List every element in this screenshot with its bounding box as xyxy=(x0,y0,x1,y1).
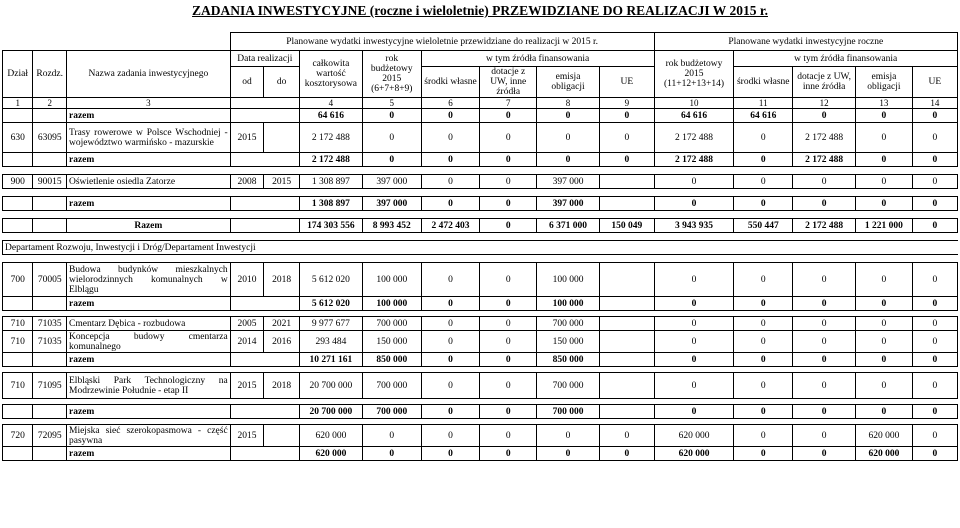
table-cell: 710 xyxy=(3,317,33,331)
table-cell: 0 xyxy=(856,353,913,367)
table-cell: 0 xyxy=(421,175,480,189)
table-cell: 90015 xyxy=(33,175,67,189)
table-cell: 12 xyxy=(793,98,856,109)
table-cell xyxy=(600,405,655,419)
table-cell: 0 xyxy=(537,153,600,167)
col-nazwa: Nazwa zadania inwestycyjnego xyxy=(67,51,231,98)
table-cell: 630 xyxy=(3,123,33,153)
col-rok-budzetowy: rok budżetowy 2015 (6+7+8+9) xyxy=(362,51,421,98)
table-cell: 10 271 161 xyxy=(299,353,362,367)
table-row xyxy=(3,109,958,123)
col-dotacje: dotacje z UW, inne źródła xyxy=(480,67,537,98)
table-cell: 0 xyxy=(480,109,537,123)
table-cell: 397 000 xyxy=(537,175,600,189)
table-cell: 0 xyxy=(654,297,734,311)
table-cell: 2 172 488 xyxy=(793,153,856,167)
table-cell: 64 616 xyxy=(654,109,734,123)
table-cell: 150 000 xyxy=(362,331,421,353)
table-cell: 700 000 xyxy=(537,373,600,399)
table-cell: 0 xyxy=(912,447,957,461)
table-cell: 5 612 020 xyxy=(299,297,362,311)
table-cell: 2015 xyxy=(264,175,300,189)
table-cell: 1 308 897 xyxy=(299,197,362,211)
table-cell: 0 xyxy=(537,447,600,461)
task-name: Trasy rowerowe w Polsce Wschodniej - województwo warmińsko - mazurskie xyxy=(67,123,231,153)
table-row xyxy=(3,297,958,311)
table-cell: 64 616 xyxy=(299,109,362,123)
table-cell: 0 xyxy=(912,425,957,447)
table-cell: 0 xyxy=(912,331,957,353)
column-number-row xyxy=(3,98,958,109)
table-cell: 0 xyxy=(421,353,480,367)
task-name: Miejska sieć szerokopasmowa - część pasywna xyxy=(67,425,231,447)
col-emisja: emisja obligacji xyxy=(537,67,600,98)
table-cell: 0 xyxy=(537,123,600,153)
table-cell: 63095 xyxy=(33,123,67,153)
table-cell: 710 xyxy=(3,373,33,399)
table-cell: 0 xyxy=(654,197,734,211)
task-name: Budowa budynków mieszkalnych wielorodzinnych komunalnych w Elblągu xyxy=(67,263,231,297)
table-cell: 0 xyxy=(600,109,655,123)
table-cell: 550 447 xyxy=(734,219,793,233)
table-cell: 850 000 xyxy=(362,353,421,367)
table-cell: 0 xyxy=(654,175,734,189)
table-cell: 2015 xyxy=(230,123,264,153)
table-cell xyxy=(264,123,300,153)
col-rok-budzetowy-2: rok budżetowy 2015 (11+12+13+14) xyxy=(654,51,734,98)
table-cell: 100 000 xyxy=(537,263,600,297)
table-row xyxy=(3,331,958,353)
col-srodki: środki własne xyxy=(421,67,480,98)
table-cell: 4 xyxy=(299,98,362,109)
table-cell: 0 xyxy=(362,153,421,167)
table-cell: 0 xyxy=(421,317,480,331)
col-calkowita: całkowita wartość kosztorysowa xyxy=(299,51,362,98)
col-ue: UE xyxy=(600,67,655,98)
table-cell: 0 xyxy=(912,175,957,189)
table-cell: razem xyxy=(67,353,231,367)
table-cell: 0 xyxy=(734,175,793,189)
table-cell: 0 xyxy=(480,197,537,211)
table-row xyxy=(3,123,958,153)
table-cell: 397 000 xyxy=(537,197,600,211)
table-cell: 0 xyxy=(421,263,480,297)
table-cell: 71095 xyxy=(33,373,67,399)
table-cell: 0 xyxy=(856,317,913,331)
table-cell: 0 xyxy=(912,123,957,153)
table-cell: 0 xyxy=(480,219,537,233)
table-cell: 0 xyxy=(793,447,856,461)
table-cell: 700 000 xyxy=(362,373,421,399)
table-cell: 710 xyxy=(3,331,33,353)
col-rozdz: Rozdz. xyxy=(33,51,67,98)
table-cell: 0 xyxy=(480,123,537,153)
table-cell: 0 xyxy=(600,123,655,153)
table-cell: 9 977 677 xyxy=(299,317,362,331)
table-cell: 11 xyxy=(734,98,793,109)
table-cell: razem xyxy=(67,297,231,311)
table-cell: 0 xyxy=(480,263,537,297)
table-cell: 0 xyxy=(912,405,957,419)
table-cell: 0 xyxy=(654,331,734,353)
table-cell: 0 xyxy=(856,373,913,399)
table-cell: 0 xyxy=(912,153,957,167)
table-cell: 0 xyxy=(856,153,913,167)
table-cell: 2014 xyxy=(230,331,264,353)
table-cell: 0 xyxy=(912,219,957,233)
table-cell: 0 xyxy=(912,109,957,123)
table-cell: Razem xyxy=(67,219,231,233)
table-cell: 0 xyxy=(421,425,480,447)
table-cell: 0 xyxy=(856,263,913,297)
table-cell: 0 xyxy=(793,331,856,353)
table-cell: 0 xyxy=(362,425,421,447)
table-cell: 0 xyxy=(912,373,957,399)
table-cell: 7 xyxy=(480,98,537,109)
table-row xyxy=(3,425,958,447)
table-cell: 0 xyxy=(421,447,480,461)
table-cell: 8 xyxy=(537,98,600,109)
table-cell: 150 000 xyxy=(537,331,600,353)
table-cell: 0 xyxy=(734,331,793,353)
table-cell: 0 xyxy=(421,297,480,311)
table-cell: 2008 xyxy=(230,175,264,189)
table-cell: 2005 xyxy=(230,317,264,331)
table-cell: 0 xyxy=(480,447,537,461)
table-cell xyxy=(600,197,655,211)
table-cell: 0 xyxy=(856,297,913,311)
table-cell: 10 xyxy=(654,98,734,109)
table-cell: 620 000 xyxy=(856,447,913,461)
table-cell: 700 000 xyxy=(537,405,600,419)
table-cell: 0 xyxy=(912,297,957,311)
table-cell: 0 xyxy=(793,373,856,399)
table-cell: 2010 xyxy=(230,263,264,297)
table-cell: 0 xyxy=(421,123,480,153)
table-cell: 0 xyxy=(600,447,655,461)
table-cell: 0 xyxy=(600,425,655,447)
table-cell: 71035 xyxy=(33,317,67,331)
table-row xyxy=(3,317,958,331)
table-cell xyxy=(600,353,655,367)
table-cell: 0 xyxy=(793,297,856,311)
table-cell: 0 xyxy=(734,447,793,461)
table-cell: 0 xyxy=(654,353,734,367)
col-emisja-2: emisja obligacji xyxy=(856,67,913,98)
table-cell: 0 xyxy=(480,175,537,189)
table-cell: 6 371 000 xyxy=(537,219,600,233)
table-row xyxy=(3,353,958,367)
table-cell: 0 xyxy=(362,447,421,461)
table-cell: 620 000 xyxy=(299,447,362,461)
table-cell xyxy=(264,425,300,447)
table-cell: 1 221 000 xyxy=(856,219,913,233)
table-cell: 0 xyxy=(734,153,793,167)
task-name: Koncepcja budowy cmentarza komunalnego xyxy=(67,331,231,353)
table-cell: 0 xyxy=(793,317,856,331)
table-cell: razem xyxy=(67,153,231,167)
table-cell: 1 xyxy=(3,98,33,109)
table-cell: 0 xyxy=(734,353,793,367)
table-cell: 1 308 897 xyxy=(299,175,362,189)
table-cell: 72095 xyxy=(33,425,67,447)
table-row xyxy=(3,373,958,399)
table-row xyxy=(3,175,958,189)
table-cell: 850 000 xyxy=(537,353,600,367)
task-name: Elbląski Park Technologiczny na Modrzewinie Południe - etap II xyxy=(67,373,231,399)
table-row xyxy=(3,405,958,419)
table-cell xyxy=(600,263,655,297)
table-cell: 2018 xyxy=(264,263,300,297)
table-cell: 0 xyxy=(856,197,913,211)
table-cell: 0 xyxy=(421,197,480,211)
table-cell: 2 xyxy=(33,98,67,109)
table-cell: 0 xyxy=(856,331,913,353)
table-cell: 0 xyxy=(734,373,793,399)
table-cell: 0 xyxy=(654,405,734,419)
task-name: Oświetlenie osiedla Zatorze xyxy=(67,175,231,189)
table-cell: 2016 xyxy=(264,331,300,353)
table-cell: 2 472 403 xyxy=(421,219,480,233)
table-cell: 3 xyxy=(67,98,231,109)
table-cell: 0 xyxy=(793,109,856,123)
table-cell: 2 172 488 xyxy=(299,123,362,153)
table-cell xyxy=(600,175,655,189)
table-cell: 620 000 xyxy=(299,425,362,447)
table-cell: razem xyxy=(67,447,231,461)
table-cell: 0 xyxy=(480,297,537,311)
table-cell xyxy=(600,297,655,311)
table-cell: 20 700 000 xyxy=(299,373,362,399)
table-cell: 0 xyxy=(793,425,856,447)
table-cell: 2018 xyxy=(264,373,300,399)
col-w-tym-2: w tym źródła finansowania xyxy=(734,51,958,67)
table-cell: 100 000 xyxy=(362,263,421,297)
table-cell: 100 000 xyxy=(537,297,600,311)
table-cell: 0 xyxy=(362,109,421,123)
table-cell: 0 xyxy=(734,263,793,297)
table-cell: 0 xyxy=(856,123,913,153)
table-cell: 6 xyxy=(421,98,480,109)
table-cell: 0 xyxy=(480,373,537,399)
planned-long-header: Planowane wydatki inwestycyjne wieloletnie przewidziane do realizacji w 2015 r. xyxy=(230,33,654,51)
table-cell: 293 484 xyxy=(299,331,362,353)
table-cell: 0 xyxy=(734,425,793,447)
table-cell: razem xyxy=(67,405,231,419)
col-dotacje-2: dotacje z UW, inne źródła xyxy=(793,67,856,98)
table-cell: 2015 xyxy=(230,373,264,399)
table-cell: 20 700 000 xyxy=(299,405,362,419)
table-cell: 0 xyxy=(793,353,856,367)
table-row xyxy=(3,263,958,297)
department-label: Departament Rozwoju, Inwestycji i Dróg/Departament Inwestycji xyxy=(3,241,958,255)
table-cell: 700 000 xyxy=(362,405,421,419)
table-cell: 0 xyxy=(912,317,957,331)
table-cell: 100 000 xyxy=(362,297,421,311)
table-cell: 0 xyxy=(793,197,856,211)
table-cell: 5 612 020 xyxy=(299,263,362,297)
table-cell: 0 xyxy=(856,109,913,123)
table-cell: 2 172 488 xyxy=(654,153,734,167)
table-cell: 0 xyxy=(600,153,655,167)
table-cell: razem xyxy=(67,109,231,123)
table-cell: 700 000 xyxy=(537,317,600,331)
table-cell: 0 xyxy=(421,405,480,419)
table-cell: 2 172 488 xyxy=(299,153,362,167)
table-cell: 64 616 xyxy=(734,109,793,123)
table-cell: 0 xyxy=(654,317,734,331)
table-cell: 0 xyxy=(734,197,793,211)
table-cell: 0 xyxy=(421,109,480,123)
table-cell: 620 000 xyxy=(654,425,734,447)
table-cell: 0 xyxy=(421,153,480,167)
table-cell xyxy=(600,317,655,331)
table-cell: 70005 xyxy=(33,263,67,297)
col-ue-2: UE xyxy=(912,67,957,98)
table-cell: 0 xyxy=(537,109,600,123)
table-cell: 0 xyxy=(480,153,537,167)
table-row xyxy=(3,197,958,211)
investment-table xyxy=(2,32,958,461)
table-cell: 71035 xyxy=(33,331,67,353)
col-do: do xyxy=(264,67,300,98)
table-cell: 0 xyxy=(793,405,856,419)
table-cell: 0 xyxy=(856,175,913,189)
table-cell: 2 172 488 xyxy=(793,219,856,233)
table-cell: 720 xyxy=(3,425,33,447)
planned-annual-header: Planowane wydatki inwestycyjne roczne xyxy=(654,33,957,51)
table-cell: 900 xyxy=(3,175,33,189)
table-cell: 0 xyxy=(654,263,734,297)
table-cell: 0 xyxy=(734,405,793,419)
table-cell: 0 xyxy=(421,373,480,399)
col-od: od xyxy=(230,67,264,98)
table-cell: 5 xyxy=(362,98,421,109)
table-cell: 397 000 xyxy=(362,197,421,211)
table-cell: 700 xyxy=(3,263,33,297)
page-title: ZADANIA INWESTYCYJNE (roczne i wieloletnie) PRZEWIDZIANE DO REALIZACJI W 2015 r. xyxy=(192,3,768,18)
table-cell xyxy=(600,373,655,399)
table-cell: 0 xyxy=(734,123,793,153)
col-srodki-2: środki własne xyxy=(734,67,793,98)
table-cell: 14 xyxy=(912,98,957,109)
table-cell: 620 000 xyxy=(856,425,913,447)
table-cell: 0 xyxy=(912,263,957,297)
table-cell: 0 xyxy=(480,331,537,353)
table-cell xyxy=(600,331,655,353)
table-cell: 0 xyxy=(912,197,957,211)
task-name: Cmentarz Dębica - rozbudowa xyxy=(67,317,231,331)
table-cell: 13 xyxy=(856,98,913,109)
table-cell: 0 xyxy=(734,317,793,331)
table-cell: 620 000 xyxy=(654,447,734,461)
table-cell: 150 049 xyxy=(600,219,655,233)
table-cell: 0 xyxy=(480,425,537,447)
table-cell: 2 172 488 xyxy=(654,123,734,153)
table-cell: 0 xyxy=(793,175,856,189)
col-dzial: Dział xyxy=(3,51,33,98)
table-cell: 0 xyxy=(734,297,793,311)
table-cell: 8 993 452 xyxy=(362,219,421,233)
col-data-realizacji: Data realizacji xyxy=(230,51,299,67)
table-cell: 2015 xyxy=(230,425,264,447)
table-row xyxy=(3,447,958,461)
table-cell: 0 xyxy=(793,263,856,297)
table-cell: 0 xyxy=(362,123,421,153)
table-cell: 3 943 935 xyxy=(654,219,734,233)
table-cell: razem xyxy=(67,197,231,211)
table-cell: 2 172 488 xyxy=(793,123,856,153)
table-cell: 0 xyxy=(912,353,957,367)
table-cell: 0 xyxy=(537,425,600,447)
table-cell: 0 xyxy=(480,405,537,419)
col-w-tym: w tym źródła finansowania xyxy=(421,51,654,67)
table-cell: 0 xyxy=(654,373,734,399)
grand-total-row xyxy=(3,219,958,233)
table-cell: 174 303 556 xyxy=(299,219,362,233)
table-cell: 0 xyxy=(480,353,537,367)
table-cell: 700 000 xyxy=(362,317,421,331)
table-cell: 0 xyxy=(480,317,537,331)
table-row xyxy=(3,153,958,167)
table-cell: 2021 xyxy=(264,317,300,331)
table-cell: 9 xyxy=(600,98,655,109)
table-cell: 0 xyxy=(856,405,913,419)
table-cell: 397 000 xyxy=(362,175,421,189)
table-cell: 0 xyxy=(421,331,480,353)
